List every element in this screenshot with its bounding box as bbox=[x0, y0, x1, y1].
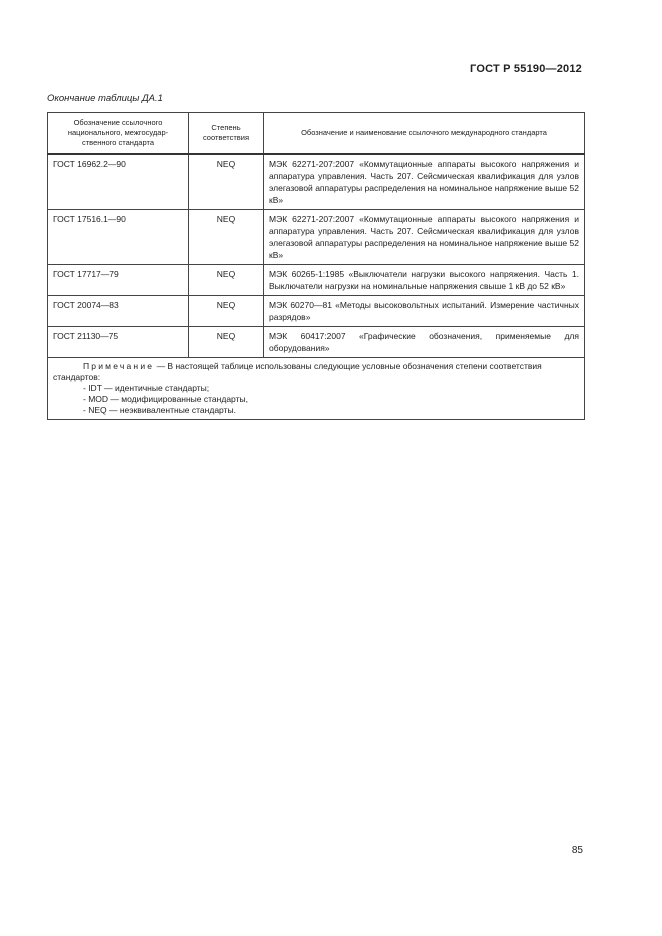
compliance-degree: NEQ bbox=[189, 154, 264, 210]
note-paragraph bbox=[53, 361, 579, 383]
document-id: ГОСТ Р 55190—2012 bbox=[470, 63, 582, 75]
table-row bbox=[48, 265, 585, 296]
compliance-degree: NEQ bbox=[189, 265, 264, 296]
international-standard-name: МЭК 60270—81 «Методы высоковольтных испытаний. Измерение частичных разрядов» bbox=[264, 296, 585, 327]
table-caption: Окончание таблицы ДА.1 bbox=[47, 93, 163, 104]
header-national-standard: Обозначение ссылочного национального, межгосудар-ственного стандарта bbox=[48, 113, 189, 155]
compliance-degree: NEQ bbox=[189, 327, 264, 358]
page-number: 85 bbox=[571, 845, 583, 856]
international-standard-name: МЭК 62271-207:2007 «Коммутационные аппараты высокого напряжения и аппаратура управления. Часть 207. Сейсмическая квалификация для узлов элегазовой аппаратуры распределения на номинальное напряжение выше 52 кВ» bbox=[264, 210, 585, 265]
note-item: - MOD — модифицированные стандарты, bbox=[83, 394, 248, 404]
international-standard-name: МЭК 60417:2007 «Графические обозначения, применяемые для оборудования» bbox=[264, 327, 585, 358]
standard-code: ГОСТ 16962.2—90 bbox=[48, 154, 189, 210]
standard-code: ГОСТ 17717—79 bbox=[48, 265, 189, 296]
header-international-standard: Обозначение и наименование ссылочного международного стандарта bbox=[264, 113, 585, 155]
standard-code: ГОСТ 17516.1—90 bbox=[48, 210, 189, 265]
table-row bbox=[48, 154, 585, 210]
table-row bbox=[48, 296, 585, 327]
compliance-degree: NEQ bbox=[189, 296, 264, 327]
international-standard-name: МЭК 60265-1:1985 «Выключатели нагрузки высокого напряжения. Часть 1. Выключатели нагрузки на номинальные напряжения свыше 1 кВ до 52 кВ» bbox=[264, 265, 585, 296]
table-note-row bbox=[48, 358, 585, 420]
table-row bbox=[48, 210, 585, 265]
note-label: Примечание bbox=[83, 361, 155, 371]
table-note bbox=[48, 358, 585, 420]
note-item: - NEQ — неэквивалентные стандарты. bbox=[83, 405, 236, 415]
note-text: — В настоящей таблице использованы следующие условные обозначения степени соответствия стандартов: bbox=[53, 361, 542, 382]
table-header-row bbox=[48, 113, 585, 155]
note-item: - IDT — идентичные стандарты; bbox=[83, 383, 210, 393]
international-standard-name: МЭК 62271-207:2007 «Коммутационные аппараты высокого напряжения и аппаратура управления. Часть 207. Сейсмическая квалификация для узлов элегазовой аппаратуры распределения на номинальное напряжение выше 52 кВ» bbox=[264, 154, 585, 210]
compliance-degree: NEQ bbox=[189, 210, 264, 265]
header-compliance-degree: Степень соответствия bbox=[189, 113, 264, 155]
standard-code: ГОСТ 21130—75 bbox=[48, 327, 189, 358]
standard-code: ГОСТ 20074—83 bbox=[48, 296, 189, 327]
table-row bbox=[48, 327, 585, 358]
reference-standards-table bbox=[47, 112, 585, 420]
